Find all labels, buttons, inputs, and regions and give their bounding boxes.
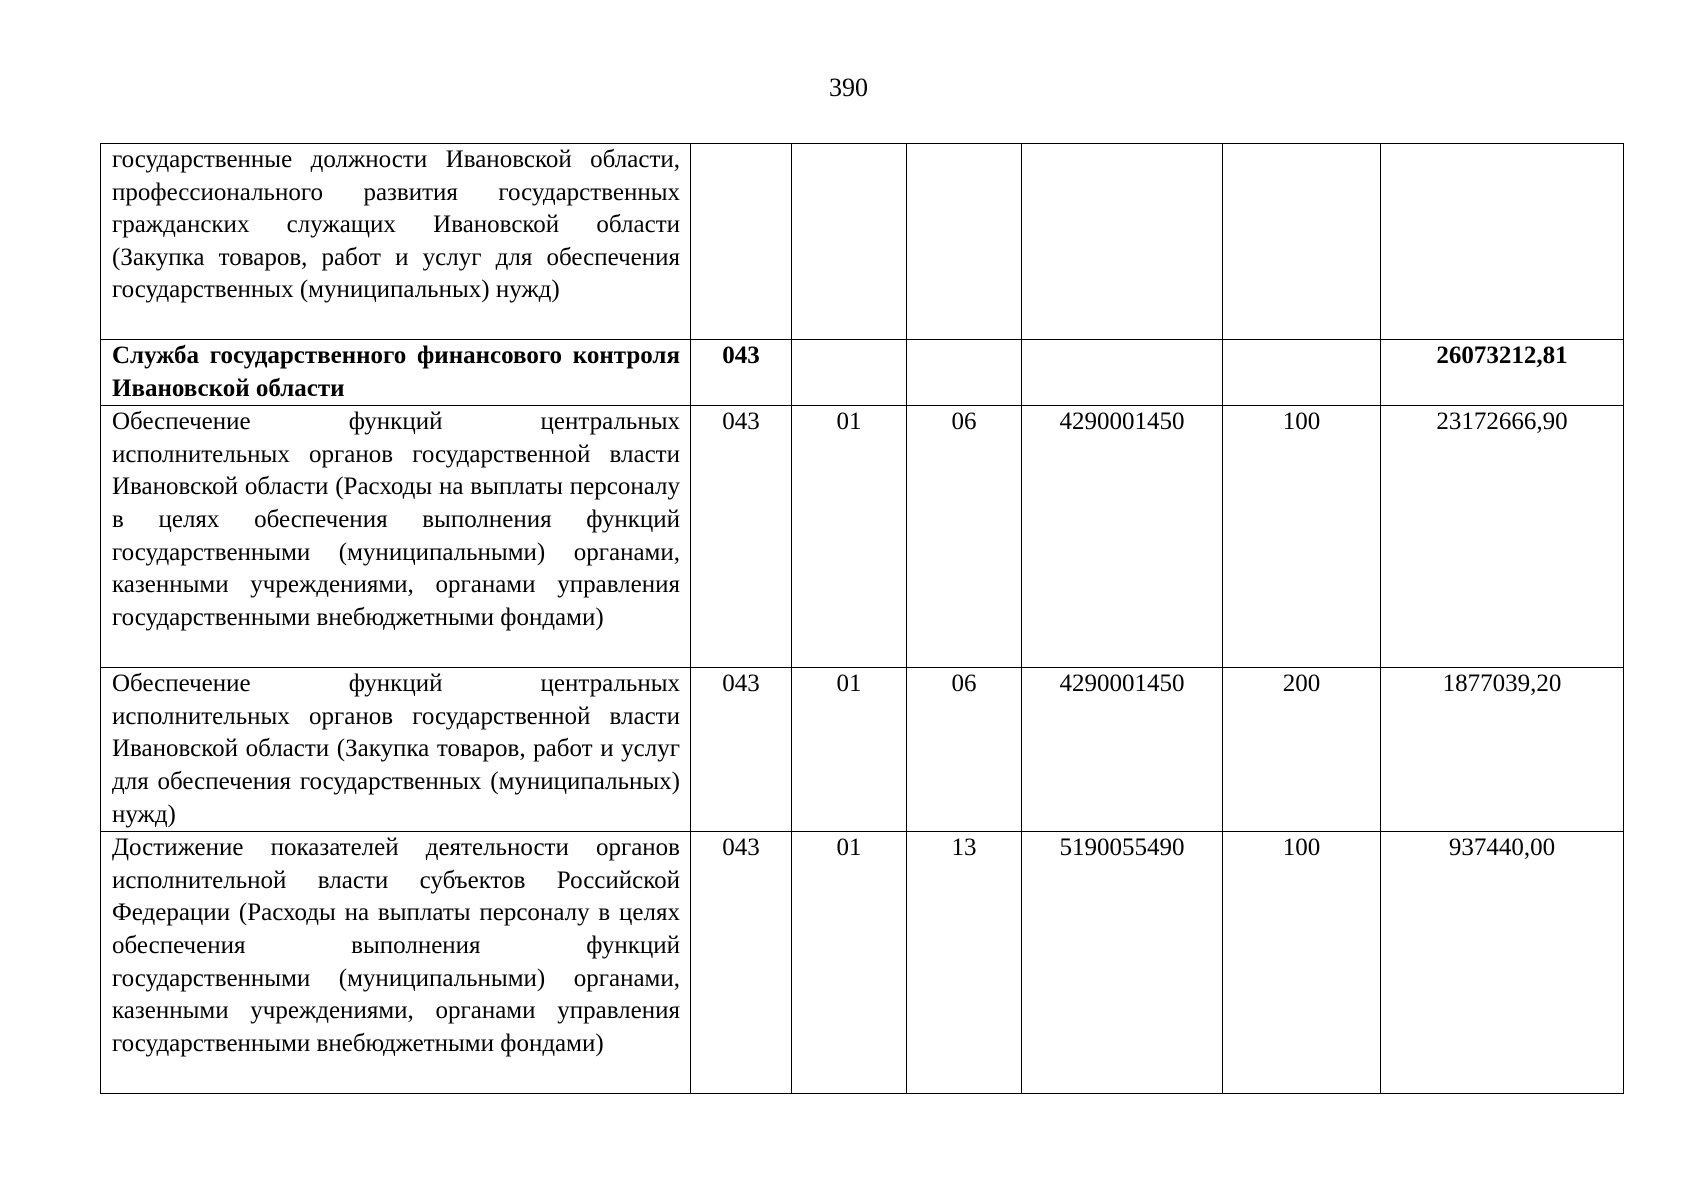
- target-article-code: 4290001450: [1022, 668, 1223, 832]
- target-article-code: [1022, 144, 1223, 340]
- section-code: 01: [792, 406, 907, 668]
- amount: 23172666,90: [1381, 406, 1624, 668]
- subsection-code: 13: [907, 832, 1022, 1094]
- table-row: [101, 832, 1624, 1094]
- expense-type-code: 100: [1223, 406, 1381, 668]
- ministry-code: 043: [691, 406, 792, 668]
- section-code: 01: [792, 668, 907, 832]
- subsection-code: 06: [907, 668, 1022, 832]
- amount: 937440,00: [1381, 832, 1624, 1094]
- expense-type-code: 200: [1223, 668, 1381, 832]
- row-description: Достижение показателей деятельности органов исполнительной власти субъектов Российской Федерации (Расходы на выплаты персоналу в целях обеспечения выполнения функций государственными (муниципальными) органами, казенными учреждениями, органами управления государственными внебюджетными фондами): [101, 832, 691, 1094]
- ministry-code: 043: [691, 832, 792, 1094]
- subsection-code: [907, 340, 1022, 406]
- expense-type-code: [1223, 340, 1381, 406]
- table-row: [101, 668, 1624, 832]
- row-description: Обеспечение функций центральных исполнительных органов государственной власти Ивановской области (Расходы на выплаты персоналу в целях обеспечения выполнения функций государственными (муниципальными) органами, казенными учреждениями, органами управления государственными внебюджетными фондами): [101, 406, 691, 668]
- target-article-code: [1022, 340, 1223, 406]
- ministry-code: 043: [691, 668, 792, 832]
- row-description: Обеспечение функций центральных исполнительных органов государственной власти Ивановской области (Закупка товаров, работ и услуг для обеспечения государственных (муниципальных) нужд): [101, 668, 691, 832]
- table-row: [101, 340, 1624, 406]
- subsection-code: [907, 144, 1022, 340]
- amount: 1877039,20: [1381, 668, 1624, 832]
- table-row: [101, 144, 1624, 340]
- expense-type-code: [1223, 144, 1381, 340]
- amount: 26073212,81: [1381, 340, 1624, 406]
- ministry-code: [691, 144, 792, 340]
- row-description: государственные должности Ивановской области, профессионального развития государственных гражданских служащих Ивановской области (Закупка товаров, работ и услуг для обеспечения государственных (муниципальных) нужд): [101, 144, 691, 340]
- ministry-code: 043: [691, 340, 792, 406]
- target-article-code: 5190055490: [1022, 832, 1223, 1094]
- table-row: [101, 406, 1624, 668]
- expense-type-code: 100: [1223, 832, 1381, 1094]
- budget-table: [100, 143, 1624, 1094]
- section-code: [792, 144, 907, 340]
- row-description: Служба государственного финансового контроля Ивановской области: [101, 340, 691, 406]
- amount: [1381, 144, 1624, 340]
- page-number: 390: [829, 73, 868, 102]
- subsection-code: 06: [907, 406, 1022, 668]
- section-code: [792, 340, 907, 406]
- section-code: 01: [792, 832, 907, 1094]
- target-article-code: 4290001450: [1022, 406, 1223, 668]
